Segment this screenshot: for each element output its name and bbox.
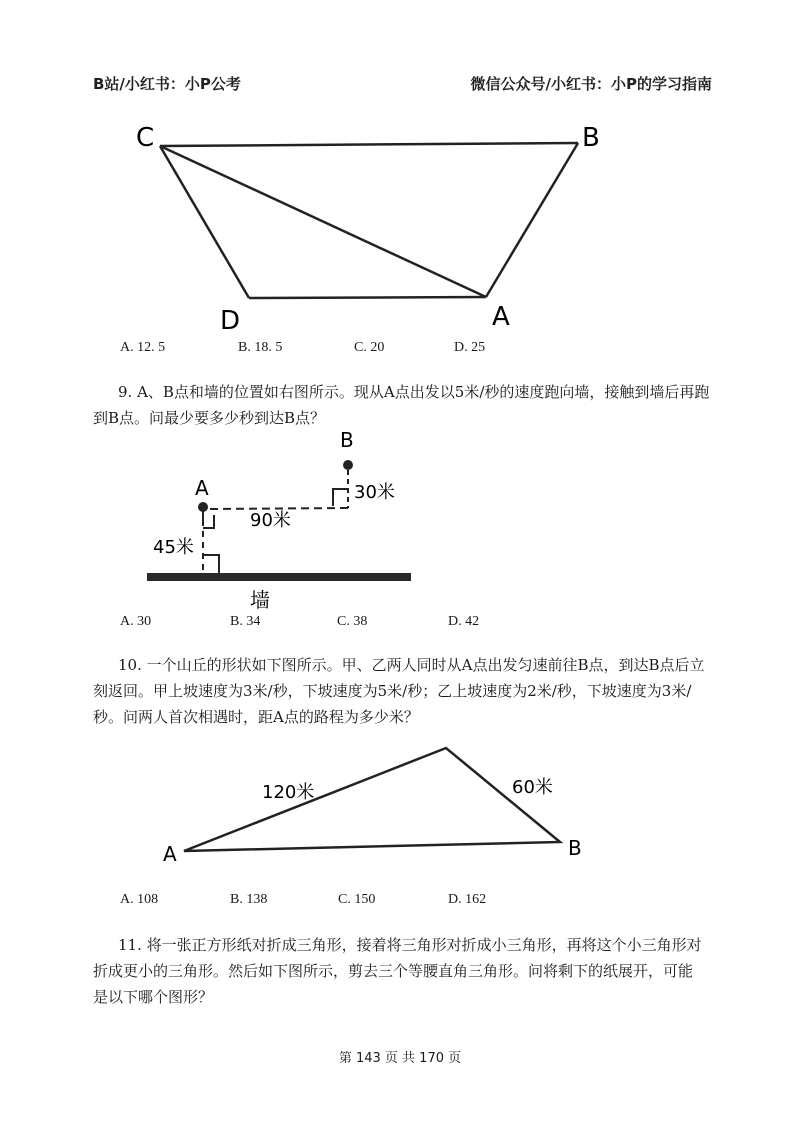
q9-option-c[interactable]: C. 38: [337, 614, 368, 629]
q10-line1: 10. 一个山丘的形状如下图所示。甲、乙两人同时从A点出发匀速前往B点，到达B点后立: [118, 656, 705, 674]
right-angle-wall: [203, 555, 219, 573]
label-45m: 45米: [153, 537, 194, 558]
edge-da: [249, 297, 486, 298]
q10-option-d[interactable]: D. 162: [448, 892, 487, 907]
q8-option-d[interactable]: D. 25: [454, 340, 486, 355]
label-b: B: [568, 836, 582, 860]
q8-option-a[interactable]: A. 12. 5: [120, 340, 166, 355]
q9-line2: 到B点。问最少要多少秒到达B点？: [93, 409, 326, 427]
q9-line1: 9. A、B点和墙的位置如右图所示。现从A点出发以5米/秒的速度跑向墙，接触到墙后再跑: [118, 383, 710, 401]
header-left: B站/小红书：小P公考: [93, 75, 241, 93]
q11-line2: 折成更小的三角形。然后如下图所示，剪去三个等腰直角三角形。问将剩下的纸展开，可能: [93, 962, 694, 980]
right-angle-a: [203, 515, 214, 528]
dashed-horizontal: [210, 508, 348, 509]
q11-line1: 11. 将一张正方形纸对折成三角形，接着将三角形对折成小三角形，再将这个小三角形对: [118, 936, 702, 954]
q10-option-a[interactable]: A. 108: [120, 892, 159, 907]
trapezoid-figure: [0, 0, 800, 340]
q10-line3: 秒。问两人首次相遇时，距A点的路程为多少米？: [93, 708, 419, 726]
q8-option-b[interactable]: B. 18. 5: [238, 340, 283, 355]
label-120m: 120米: [262, 782, 315, 803]
point-b: [343, 460, 353, 470]
question-10: [93, 652, 723, 730]
label-30m: 30米: [354, 482, 395, 503]
point-a: [198, 502, 208, 512]
hill-triangle: [184, 748, 560, 851]
diagonal-ca: [160, 146, 486, 297]
label-a: A: [195, 476, 209, 500]
label-b: B: [582, 123, 600, 153]
q9-option-d[interactable]: D. 42: [448, 614, 480, 629]
wall-bar: [147, 573, 411, 581]
edge-ab: [486, 143, 578, 297]
q9-option-a[interactable]: A. 30: [120, 614, 152, 629]
edge-cb: [160, 143, 578, 146]
q9-option-b[interactable]: B. 34: [230, 614, 261, 629]
label-90m: 90米: [250, 510, 291, 531]
q10-option-c[interactable]: C. 150: [338, 892, 376, 907]
q10-line2: 刻返回。甲上坡速度为3米/秒，下坡速度为5米/秒；乙上坡速度为2米/秒，下坡速度为3米/: [93, 682, 692, 700]
label-a: A: [163, 842, 177, 866]
label-d: D: [220, 306, 241, 336]
q8-option-c[interactable]: C. 20: [354, 340, 385, 355]
q11-line3: 是以下哪个图形？: [93, 988, 214, 1006]
label-c: C: [136, 123, 155, 153]
page-number: 第 143 页 共 170 页: [338, 1051, 462, 1066]
question-9: [93, 379, 723, 431]
question-11: [93, 932, 723, 1010]
header-right: 微信公众号/小红书：小P的学习指南: [470, 75, 712, 93]
q10-option-b[interactable]: B. 138: [230, 892, 268, 907]
label-60m: 60米: [512, 777, 553, 798]
edge-cd: [160, 146, 249, 298]
label-wall: 墙: [250, 588, 270, 612]
right-angle-b: [333, 489, 348, 506]
label-a: A: [492, 302, 510, 332]
label-b: B: [340, 428, 354, 452]
